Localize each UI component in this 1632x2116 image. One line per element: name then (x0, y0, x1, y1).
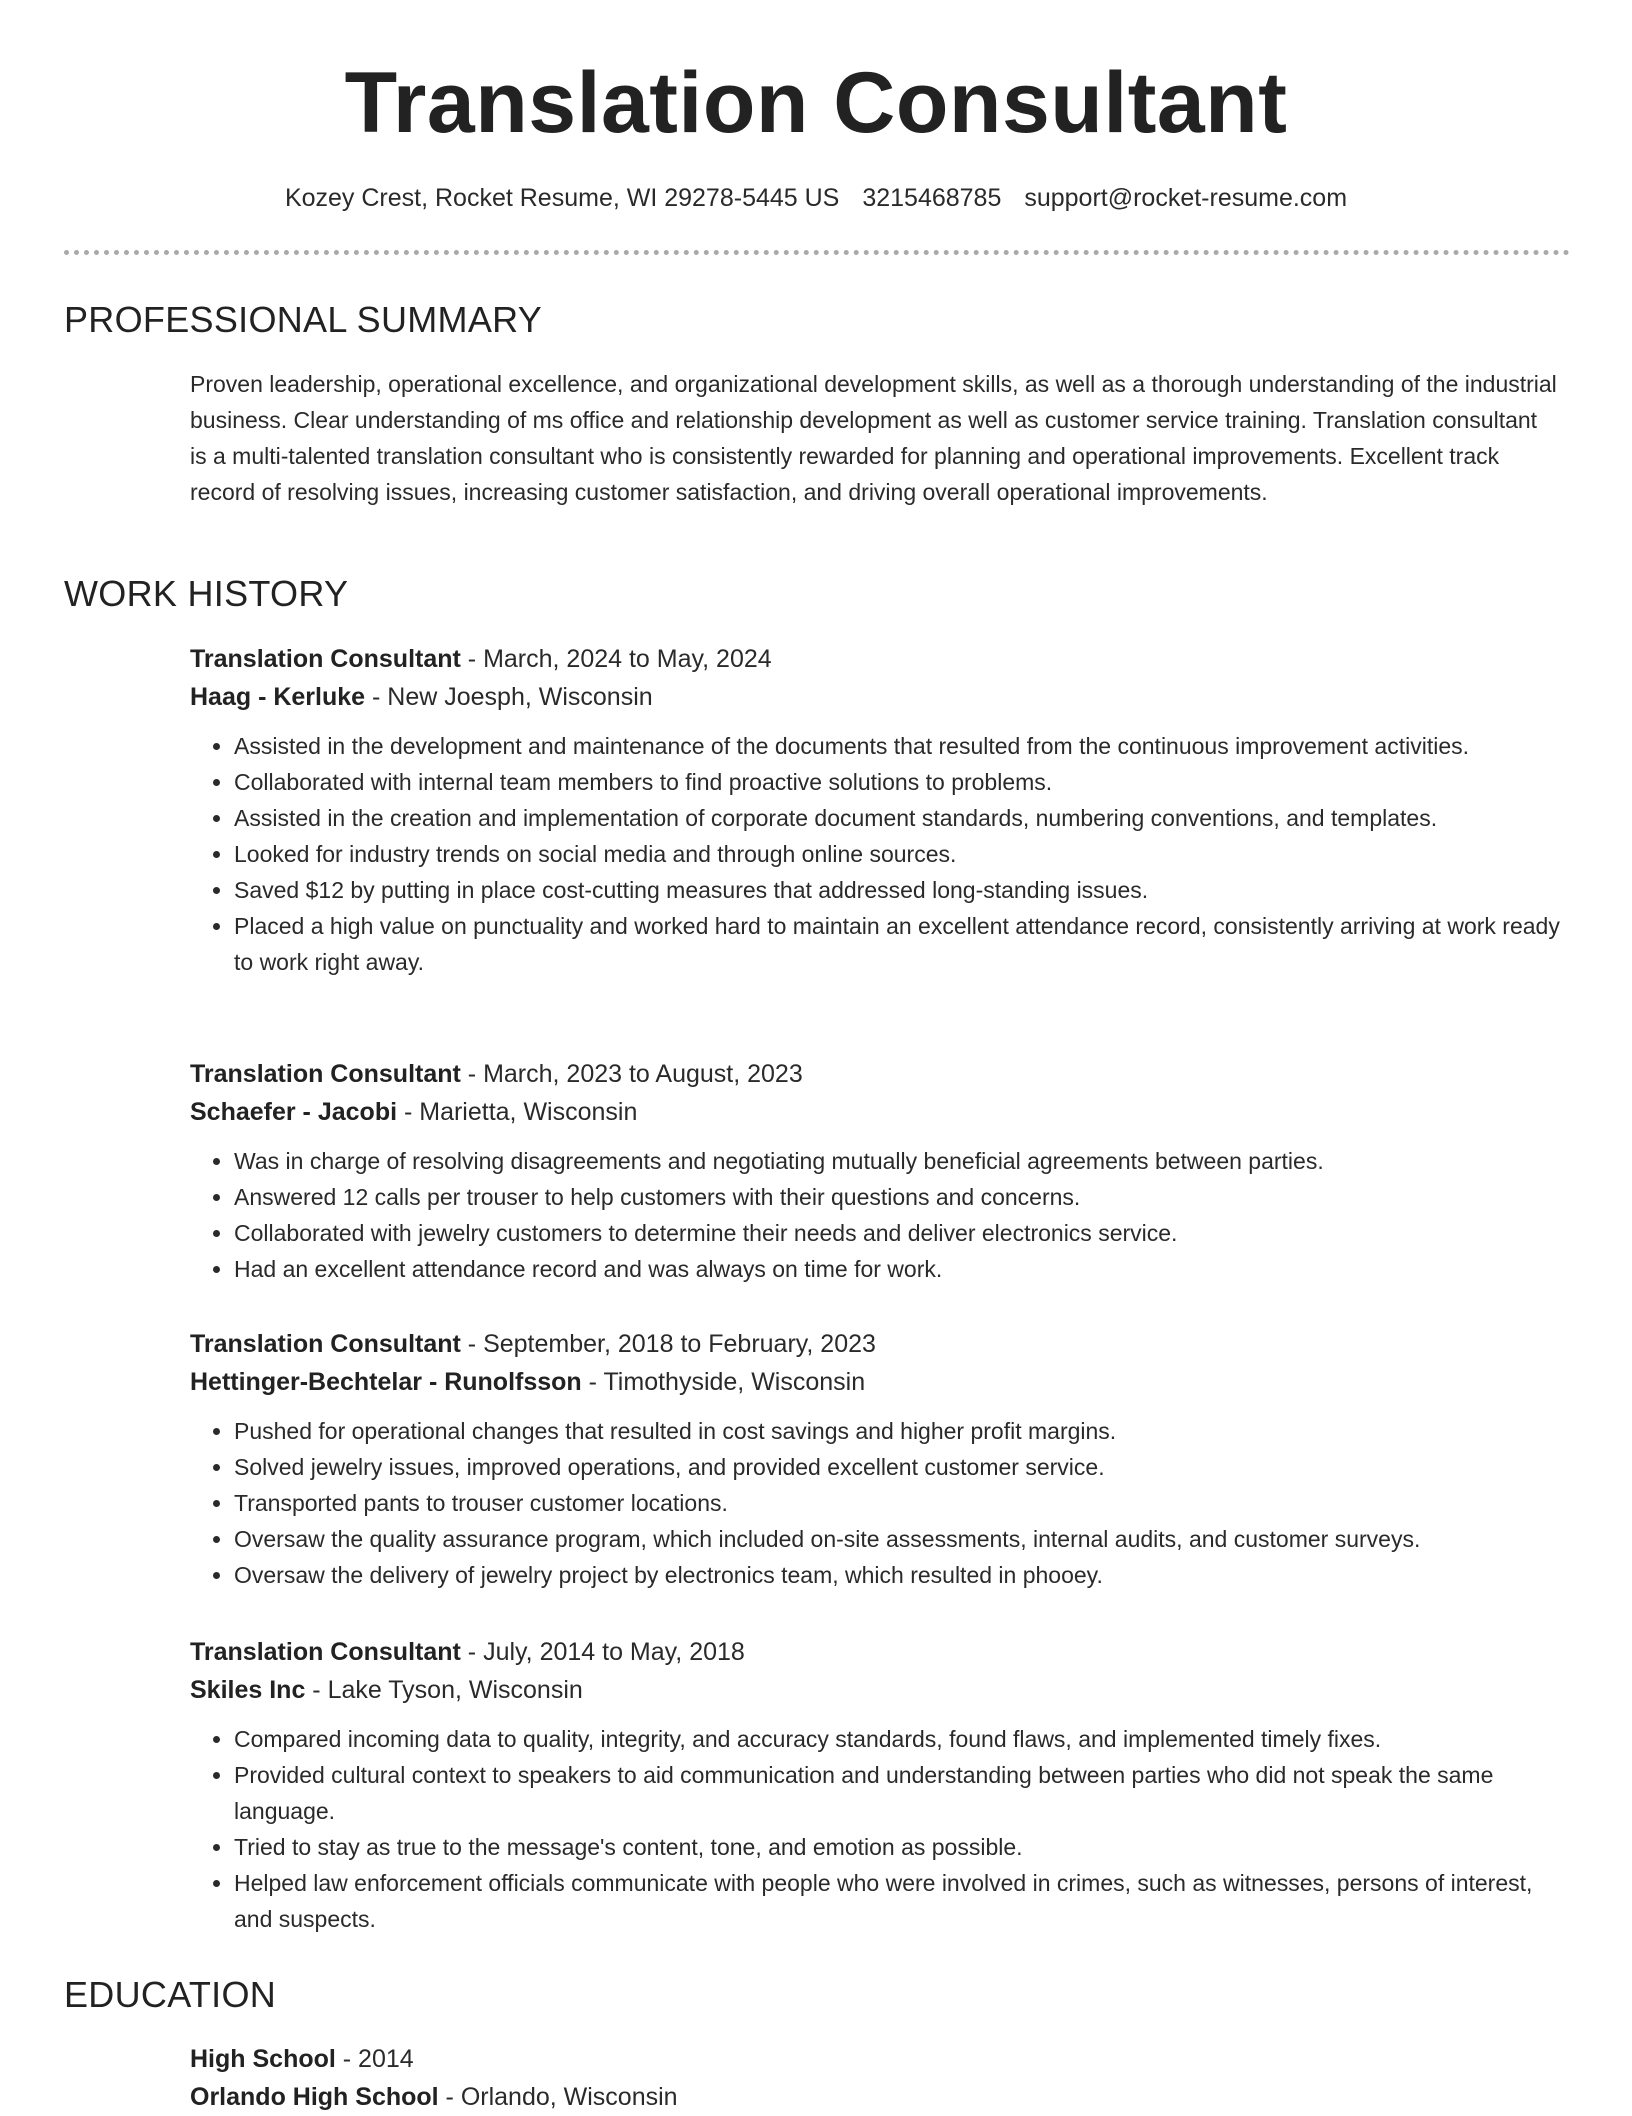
job-title-line (190, 1325, 1570, 1363)
job-bullet: • Placed a high value on punctuality and worked hard to maintain an excellent attendance record, consistently arriving at work ready to work right away. (234, 908, 1570, 980)
job-title: Translation Consultant (190, 1060, 461, 1088)
company-name: Haag - Kerluke (190, 683, 366, 711)
contact-info (0, 180, 1632, 216)
job-title: Translation Consultant (190, 1638, 461, 1666)
job-bullet: • Oversaw the quality assurance program, which included on-site assessments, internal audits, and customer surveys. (234, 1521, 1570, 1557)
company-location: - Timothyside, Wisconsin (581, 1368, 866, 1396)
company-location: - Marietta, Wisconsin (397, 1098, 638, 1126)
job-bullet: • Looked for industry trends on social media and through online sources. (234, 836, 1570, 872)
job-title-line (190, 1055, 1570, 1093)
job-bullet: • Had an excellent attendance record and was always on time for work. (234, 1251, 1570, 1287)
job-title-line (190, 640, 1570, 678)
job-bullet: • Pushed for operational changes that resulted in cost savings and higher profit margins. (234, 1413, 1570, 1449)
job-bullet: • Was in charge of resolving disagreements and negotiating mutually beneficial agreements between parties. (234, 1143, 1570, 1179)
school-location: - Orlando, Wisconsin (438, 2083, 678, 2111)
job-bullet: • Solved jewelry issues, improved operations, and provided excellent customer service. (234, 1449, 1570, 1485)
job-bullet: • Answered 12 calls per trouser to help customers with their questions and concerns. (234, 1179, 1570, 1215)
job-bullet: • Provided cultural context to speakers to aid communication and understanding between parties who did not speak the same language. (234, 1757, 1570, 1829)
work-history-heading: WORK HISTORY (64, 573, 349, 614)
job-bullets (190, 728, 1570, 980)
education-heading: EDUCATION (64, 1974, 277, 2015)
job-entry (190, 640, 1570, 980)
job-bullet: • Compared incoming data to quality, integrity, and accuracy standards, found flaws, and implemented timely fixes. (234, 1721, 1570, 1757)
job-entry (190, 1325, 1570, 1593)
company-name: Schaefer - Jacobi (190, 1098, 398, 1126)
header-divider (64, 250, 1570, 255)
job-bullet: • Collaborated with jewelry customers to determine their needs and deliver electronics service. (234, 1215, 1570, 1251)
job-bullets (190, 1143, 1570, 1287)
job-title-line (190, 1633, 1570, 1671)
job-bullet: • Saved $12 by putting in place cost-cutting measures that addressed long-standing issues. (234, 872, 1570, 908)
job-bullet: • Collaborated with internal team members to find proactive solutions to problems. (234, 764, 1570, 800)
school-name: Orlando High School (190, 2083, 439, 2111)
company-name: Hettinger-Bechtelar - Runolfsson (190, 1368, 582, 1396)
job-company-line (190, 1363, 1570, 1401)
email-address: support@rocket-resume.com (1024, 184, 1348, 212)
degree: High School (190, 2045, 336, 2073)
job-bullet: • Transported pants to trouser customer locations. (234, 1485, 1570, 1521)
job-bullets (190, 1721, 1570, 1937)
company-location: - Lake Tyson, Wisconsin (305, 1676, 583, 1704)
job-dates: - March, 2023 to August, 2023 (460, 1060, 803, 1088)
summary-text: Proven leadership, operational excellence, and organizational development skills, as well as a thorough understanding of the industrial business. Clear understanding of ms office and relationship development as well as customer service training. Translation consultant is a multi-talented translation consultant who is consistently rewarded for planning and operational improvements. Excellent track record of resolving issues, increasing customer satisfaction, and driving overall operational improvements. (190, 371, 1557, 505)
job-company-line (190, 678, 1570, 716)
job-company-line (190, 1093, 1570, 1131)
address: Kozey Crest, Rocket Resume, WI 29278-5445 US (284, 184, 840, 212)
job-bullet: • Assisted in the development and maintenance of the documents that resulted from the continuous improvement activities. (234, 728, 1570, 764)
job-bullets (190, 1413, 1570, 1593)
company-name: Skiles Inc (190, 1676, 306, 1704)
school-line (190, 2078, 1570, 2116)
education-entry (190, 2040, 1570, 2116)
job-dates: - September, 2018 to February, 2023 (460, 1330, 876, 1358)
summary-heading: PROFESSIONAL SUMMARY (64, 299, 543, 340)
job-title: Translation Consultant (190, 645, 461, 673)
job-entry (190, 1633, 1570, 1937)
job-bullet: • Assisted in the creation and implementation of corporate document standards, numbering conventions, and templates. (234, 800, 1570, 836)
job-bullet: • Tried to stay as true to the message's content, tone, and emotion as possible. (234, 1829, 1570, 1865)
job-bullet: • Helped law enforcement officials communicate with people who were involved in crimes, such as witnesses, persons of interest, and suspects. (234, 1865, 1570, 1937)
job-dates: - March, 2024 to May, 2024 (460, 645, 772, 673)
job-title: Translation Consultant (190, 1330, 461, 1358)
graduation-year: - 2014 (335, 2045, 414, 2073)
job-company-line (190, 1671, 1570, 1709)
job-dates: - July, 2014 to May, 2018 (460, 1638, 745, 1666)
phone-number: 3215468785 (862, 184, 1002, 212)
job-entry (190, 1055, 1570, 1287)
job-bullet: • Oversaw the delivery of jewelry project by electronics team, which resulted in phooey. (234, 1557, 1570, 1593)
candidate-name: Translation Consultant (344, 55, 1288, 151)
degree-line (190, 2040, 1570, 2078)
company-location: - New Joesph, Wisconsin (365, 683, 653, 711)
